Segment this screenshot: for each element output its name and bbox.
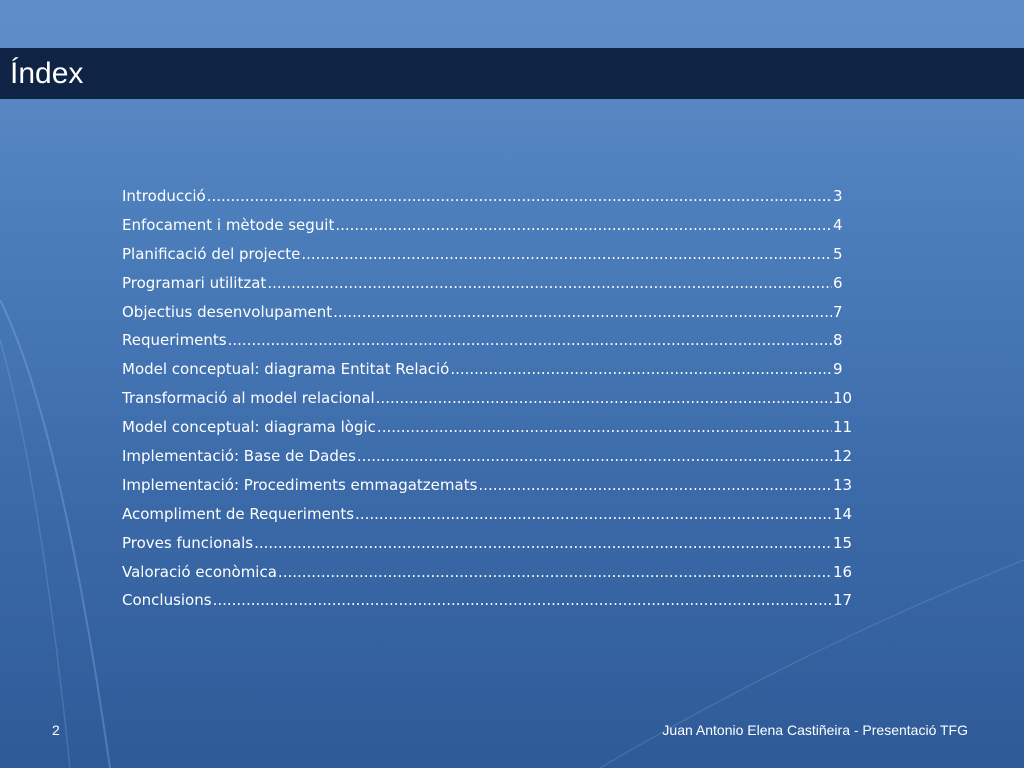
toc-leader-dots [207,182,832,211]
toc-item [122,355,852,384]
toc-leader-dots [478,471,832,500]
toc-item-page: 3 [833,187,843,205]
toc-item-label: Enfocament i mètode seguit [122,215,335,234]
toc-item-page: 4 [833,215,843,234]
toc-item [122,240,852,269]
footer-text: Juan Antonio Elena Castiñeira - Presentació TFG [662,722,968,738]
toc-item-label: Programari utilitzat [122,273,267,292]
toc-leader-dots [335,211,832,240]
toc-item-page: 17 [833,591,853,610]
toc-item-page: 11 [833,418,853,437]
toc-item-page: 15 [833,533,853,552]
toc-item-page: 10 [833,389,853,408]
toc-item [122,298,852,327]
toc-leader-dots [357,442,832,471]
toc-item [122,471,852,500]
toc-item-label: Requeriments [122,331,227,350]
toc-item-page: 13 [833,475,853,494]
toc-item-label: Objectius desenvolupament [122,302,333,321]
toc-item [122,529,852,558]
toc-leader-dots [213,586,832,615]
toc-item [122,586,852,615]
toc-leader-dots [278,558,832,587]
toc-item [122,211,852,240]
toc-item-label: Acompliment de Requeriments [122,504,355,523]
toc-item-page: 12 [833,447,853,466]
toc-item-label: Introducció [122,187,206,205]
toc-leader-dots [376,384,832,413]
table-of-contents [122,182,852,615]
toc-leader-dots [377,413,832,442]
toc-item-page: 8 [833,331,843,350]
toc-leader-dots [301,240,832,269]
toc-item-page: 14 [833,504,853,523]
toc-item-label: Implementació: Base de Dades [122,447,356,466]
toc-leader-dots [254,529,832,558]
toc-item [122,558,852,587]
toc-item-label: Model conceptual: diagrama lògic [122,418,376,437]
toc-item [122,269,852,298]
toc-item-label: Implementació: Procediments emmagatzemats [122,475,478,494]
toc-item [122,182,852,211]
toc-item [122,442,852,471]
toc-leader-dots [333,298,832,327]
toc-item [122,413,852,442]
toc-item [122,384,852,413]
toc-item-label: Conclusions [122,591,212,610]
toc-leader-dots [228,326,832,355]
toc-item [122,326,852,355]
toc-item-page: 9 [833,360,843,379]
toc-leader-dots [355,500,832,529]
toc-item-page: 7 [833,302,843,321]
toc-leader-dots [267,269,832,298]
toc-leader-dots [450,355,832,384]
toc-item-page: 16 [833,562,853,581]
toc-item [122,500,852,529]
toc-item-page: 5 [833,244,843,263]
slide-number: 2 [52,722,60,738]
slide-title: Índex [10,57,84,90]
title-bar [0,48,1024,99]
toc-item-page: 6 [833,273,843,292]
toc-item-label: Model conceptual: diagrama Entitat Relació [122,360,450,379]
toc-item-label: Proves funcionals [122,533,254,552]
toc-item-label: Planificació del projecte [122,244,301,263]
toc-item-label: Transformació al model relacional [122,389,375,408]
toc-item-label: Valoració econòmica [122,562,277,581]
